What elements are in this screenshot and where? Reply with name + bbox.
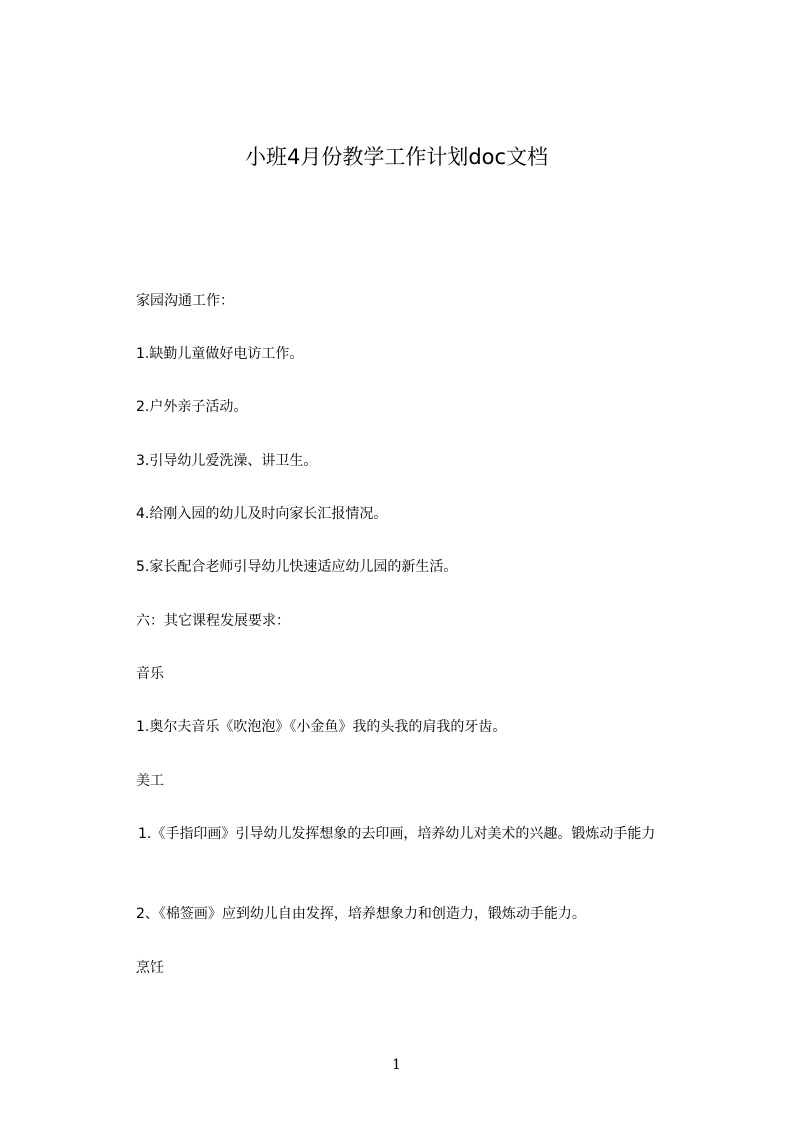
- paragraph-item-4: 4.给刚入园的幼儿及时向家长汇报情况。: [136, 506, 388, 522]
- paragraph-home-school-communication: 家园沟通工作：: [136, 293, 234, 309]
- paragraph-art-item-2: 2、《棉签画》应到幼儿自由发挥，培养想象力和创造力，锻炼动手能力。: [136, 906, 586, 922]
- paragraph-section-six: 六：其它课程发展要求：: [136, 613, 290, 629]
- paragraph-heading-cooking: 烹饪: [136, 960, 164, 976]
- paragraph-item-2: 2.户外亲子活动。: [136, 399, 248, 415]
- paragraph-item-3: 3.引导幼儿爱洗澡、讲卫生。: [136, 453, 318, 469]
- page-number: 1: [392, 1057, 401, 1073]
- paragraph-heading-music: 音乐: [136, 666, 164, 682]
- paragraph-item-1: 1.缺勤儿童做好电访工作。: [136, 346, 304, 362]
- document-title: 小班4月份教学工作计划doc文档: [244, 145, 549, 169]
- paragraph-heading-art: 美工: [136, 773, 164, 789]
- paragraph-item-5: 5.家长配合老师引导幼儿快速适应幼儿园的新生活。: [136, 559, 458, 575]
- paragraph-music-item-1: 1.奥尔夫音乐《吹泡泡》《小金鱼》我的头我的肩我的牙齿。: [136, 719, 507, 735]
- paragraph-art-item-1: 1.《手指印画》引导幼儿发挥想象的去印画，培养幼儿对美术的兴趣。锻炼动手能力: [138, 826, 656, 842]
